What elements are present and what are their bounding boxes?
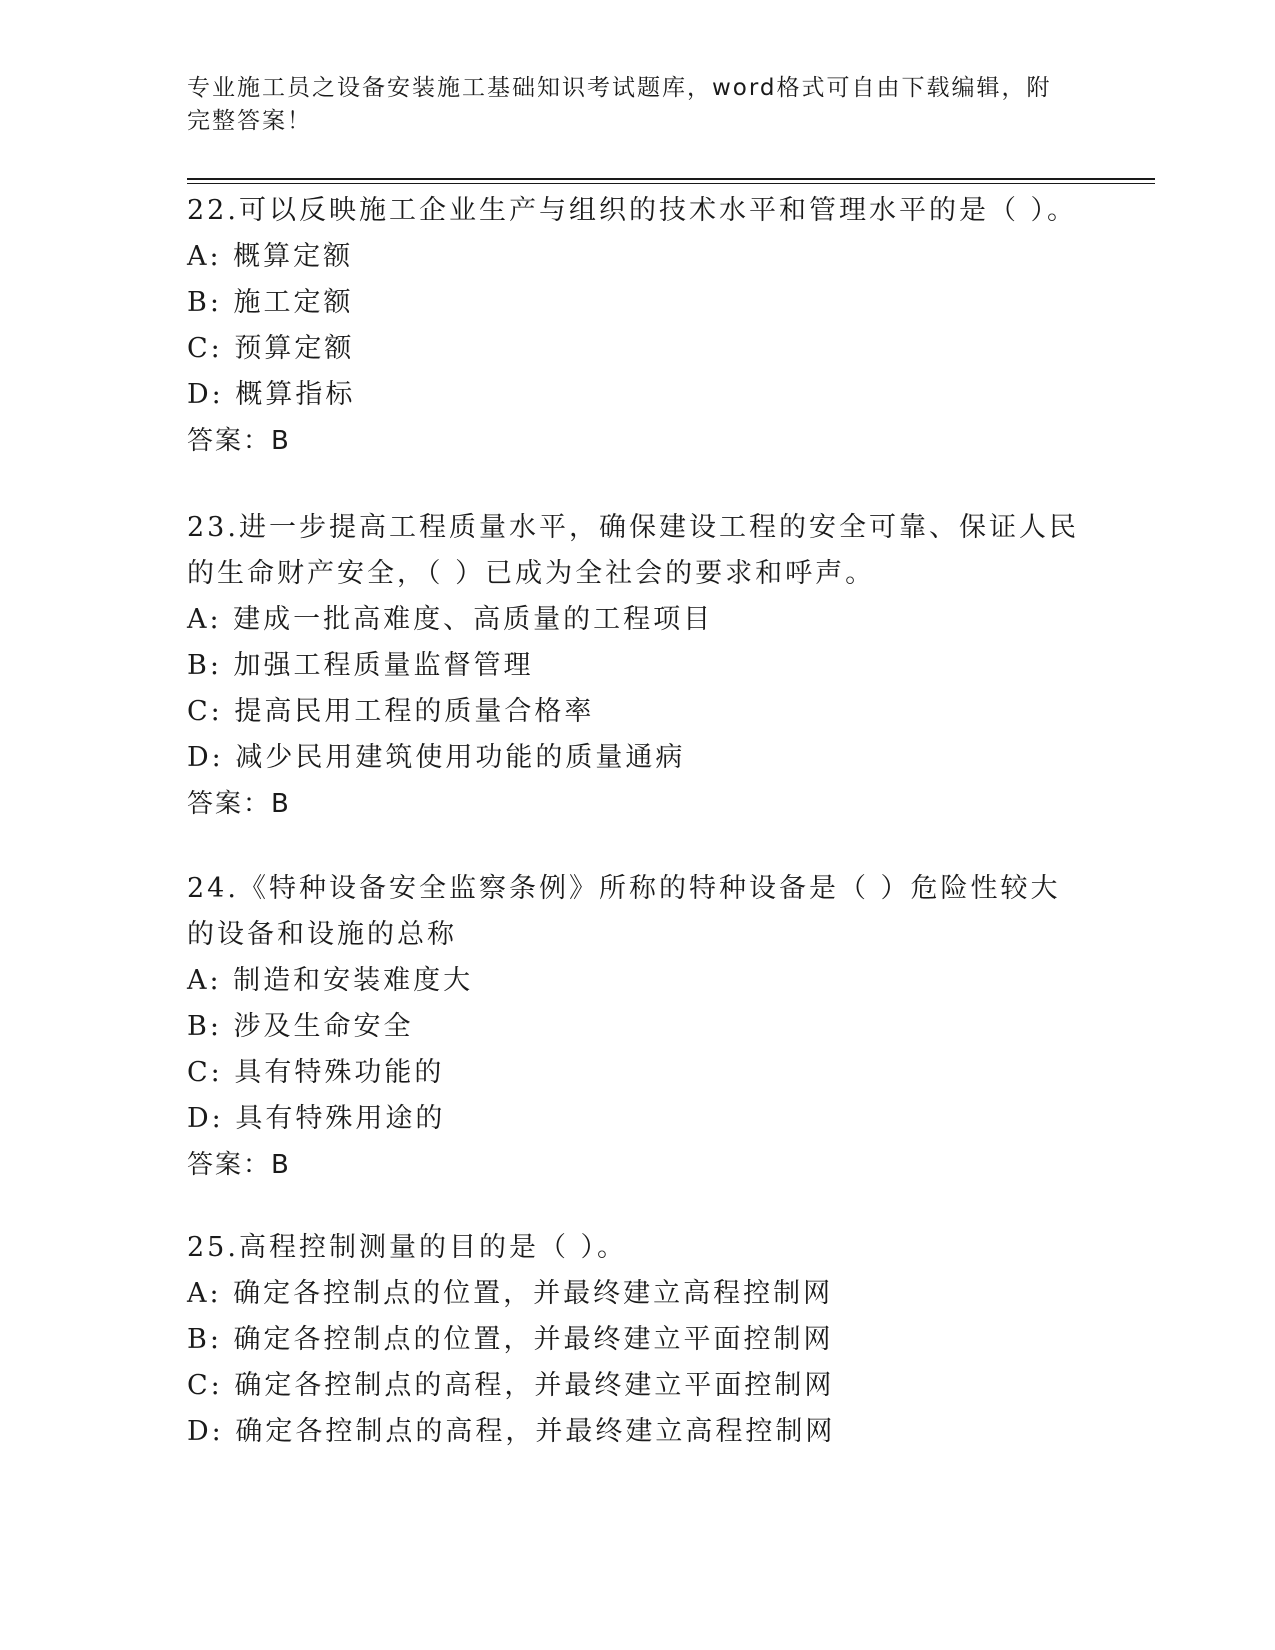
question-stem: 24.《特种设备安全监察条例》所称的特种设备是（ ）危险性较大的设备和设施的总称 [187,873,1061,950]
question-24 [187,866,1087,1188]
header-divider-thick [187,178,1155,180]
option-c: C: 确定各控制点的高程，并最终建立平面控制网 [187,1370,835,1401]
question-22 [187,188,1087,464]
answer: 答案：B [187,426,291,456]
option-a: A: 概算定额 [187,241,354,272]
question-stem: 22.可以反映施工企业生产与组织的技术水平和管理水平的是（ ）。 [187,195,1078,226]
document-header: 专业施工员之设备安装施工基础知识考试题库，word格式可自由下载编辑，附完整答案！ [187,75,1052,134]
option-c: C: 预算定额 [187,333,355,364]
question-25 [187,1225,1087,1455]
question-23 [187,505,1087,827]
option-d: D: 减少民用建筑使用功能的质量通病 [187,742,686,773]
question-stem: 23.进一步提高工程质量水平，确保建设工程的安全可靠、保证人民的生命财产安全，（ ）已成为全社会的要求和呼声。 [187,512,1079,589]
option-d: D: 概算指标 [187,379,356,410]
option-b: B: 涉及生命安全 [187,1011,414,1042]
option-c: C: 具有特殊功能的 [187,1057,445,1088]
option-b: B: 施工定额 [187,287,354,318]
option-d: D: 确定各控制点的高程，并最终建立高程控制网 [187,1416,836,1447]
option-b: B: 确定各控制点的位置，并最终建立平面控制网 [187,1324,834,1355]
question-stem: 25.高程控制测量的目的是（ ）。 [187,1232,628,1263]
option-a: A: 制造和安装难度大 [187,965,474,996]
option-c: C: 提高民用工程的质量合格率 [187,696,595,727]
answer: 答案：B [187,1150,291,1180]
option-b: B: 加强工程质量监督管理 [187,650,534,681]
header-divider-thin [187,183,1155,184]
option-a: A: 确定各控制点的位置，并最终建立高程控制网 [187,1278,834,1309]
option-a: A: 建成一批高难度、高质量的工程项目 [187,604,714,635]
answer: 答案：B [187,789,291,819]
option-d: D: 具有特殊用途的 [187,1103,446,1134]
